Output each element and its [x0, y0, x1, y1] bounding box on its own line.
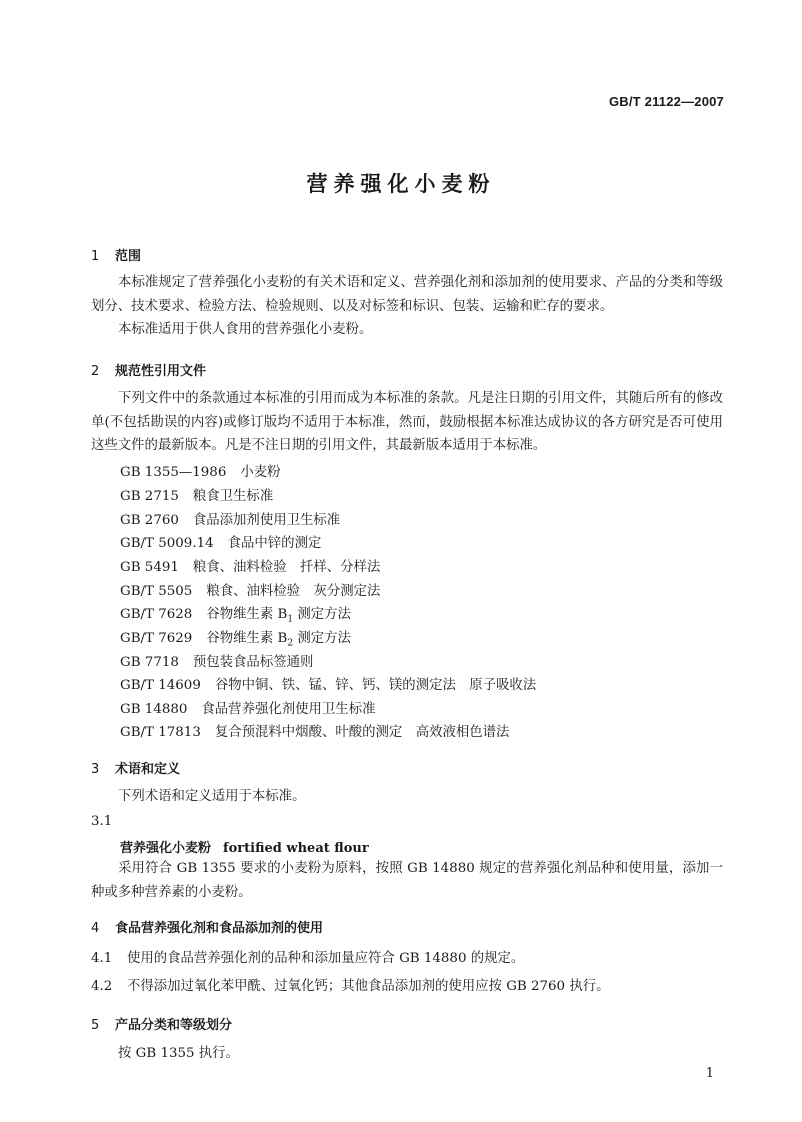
- reference-title: 谷物中铜、铁、锰、锌、钙、镁的测定法 原子吸收法: [214, 678, 537, 693]
- reference-title: 粮食卫生标准: [192, 489, 274, 504]
- reference-code: GB 7718: [120, 655, 179, 670]
- reference-code: GB 1355—1986: [120, 465, 227, 480]
- reference-item: [120, 532, 321, 551]
- section-5-heading: [91, 1014, 232, 1033]
- term-entry: [120, 837, 369, 856]
- reference-item: [120, 461, 281, 480]
- section-1-paragraph-2: 本标准适用于供人食用的营养强化小麦粉。: [118, 322, 373, 337]
- section-number: 1: [91, 249, 100, 264]
- standard-id: GB/T 21122—2007: [608, 94, 724, 109]
- reference-title: 预包装食品标签通则: [192, 655, 314, 670]
- section-number: 5: [91, 1018, 100, 1033]
- clause-number: 4.2: [91, 979, 113, 994]
- section-5-text: 按 GB 1355 执行。: [118, 1046, 239, 1061]
- reference-title-pre: 谷物维生素 B: [206, 607, 288, 622]
- section-title: 范围: [115, 249, 142, 264]
- section-title: 术语和定义: [115, 762, 181, 777]
- reference-code: GB 2715: [120, 489, 179, 504]
- clause-item: [91, 947, 524, 966]
- reference-code: GB/T 5505: [120, 584, 193, 599]
- clause-item: [91, 975, 610, 994]
- term-chinese: 营养强化小麦粉: [120, 841, 212, 856]
- reference-title-sub: 1: [287, 614, 294, 625]
- reference-item: [120, 651, 313, 670]
- reference-code: GB/T 7629: [120, 631, 193, 646]
- section-title: 规范性引用文件: [115, 364, 207, 379]
- section-1-paragraph-1: 本标准规定了营养强化小麦粉的有关术语和定义、营养强化剂和添加剂的使用要求、产品的分类和等级划分、技术要求、检验方法、检验规则、以及对标签和标识、包装、运输和贮存的要求。: [91, 275, 723, 314]
- clause-number: 3.1: [91, 814, 113, 829]
- reference-title: 食品添加剂使用卫生标准: [192, 513, 341, 528]
- reference-title-sub: 2: [287, 638, 294, 649]
- section-2-intro: 下列文件中的条款通过本标准的引用而成为本标准的条款。凡是注日期的引用文件，其随后所有的修改单(不包括勘误的内容)或修订版均不适用于本标准，然而，鼓励根据本标准达成协议的各方研究是否可使用这些文件的最新版本。凡是不注日期的引用文件，其最新版本适用于本标准。: [91, 391, 723, 453]
- page-number: 1: [705, 1066, 714, 1081]
- reference-code: GB/T 17813: [120, 725, 201, 740]
- reference-code: GB 5491: [120, 560, 179, 575]
- section-3-intro: 下列术语和定义适用于本标准。: [118, 789, 306, 804]
- section-number: 2: [91, 364, 100, 379]
- reference-item: [120, 509, 340, 528]
- section-number: 3: [91, 762, 100, 777]
- reference-title-post: 测定方法: [293, 631, 351, 646]
- section-2-heading: [91, 360, 206, 379]
- reference-title: 复合预混料中烟酸、叶酸的测定 高效液相色谱法: [214, 725, 510, 740]
- reference-code: GB 2760: [120, 513, 179, 528]
- clause-text: 使用的食品营养强化剂的品种和添加量应符合 GB 14880 的规定。: [127, 951, 525, 966]
- reference-code: GB/T 14609: [120, 678, 201, 693]
- reference-item: [120, 674, 536, 693]
- reference-item: [120, 580, 380, 599]
- reference-title-pre: 谷物维生素 B: [206, 631, 288, 646]
- section-4-heading: [91, 917, 323, 936]
- reference-item: [120, 603, 351, 625]
- section-title: 产品分类和等级划分: [115, 1018, 233, 1033]
- reference-item: [120, 485, 273, 504]
- section-number: 4: [91, 921, 100, 936]
- reference-title: 食品营养强化剂使用卫生标准: [201, 702, 376, 717]
- reference-item: [120, 556, 380, 575]
- reference-item: [120, 721, 509, 740]
- reference-title-post: 测定方法: [293, 607, 351, 622]
- reference-code: GB/T 5009.14: [120, 536, 214, 551]
- clause-number: 4.1: [91, 951, 113, 966]
- reference-title: 粮食、油料检验 扦样、分样法: [192, 560, 381, 575]
- reference-title: 粮食、油料检验 灰分测定法: [206, 584, 381, 599]
- reference-code: GB 14880: [120, 702, 188, 717]
- reference-title: 小麦粉: [240, 465, 281, 480]
- clause-text: 不得添加过氧化苯甲酰、过氧化钙；其他食品添加剂的使用应按 GB 2760 执行。: [127, 979, 610, 994]
- reference-code: GB/T 7628: [120, 607, 193, 622]
- term-definition: 采用符合 GB 1355 要求的小麦粉为原料，按照 GB 14880 规定的营养强化剂品种和使用量，添加一种或多种营养素的小麦粉。: [91, 861, 723, 900]
- reference-item: [120, 627, 351, 649]
- reference-title: 食品中锌的测定: [227, 536, 322, 551]
- document-title: 营养强化小麦粉: [306, 172, 496, 196]
- section-3-heading: [91, 758, 180, 777]
- section-title: 食品营养强化剂和食品添加剂的使用: [115, 921, 324, 936]
- reference-item: [120, 698, 375, 717]
- term-english: fortified wheat flour: [223, 841, 369, 856]
- section-1-heading: [91, 245, 141, 264]
